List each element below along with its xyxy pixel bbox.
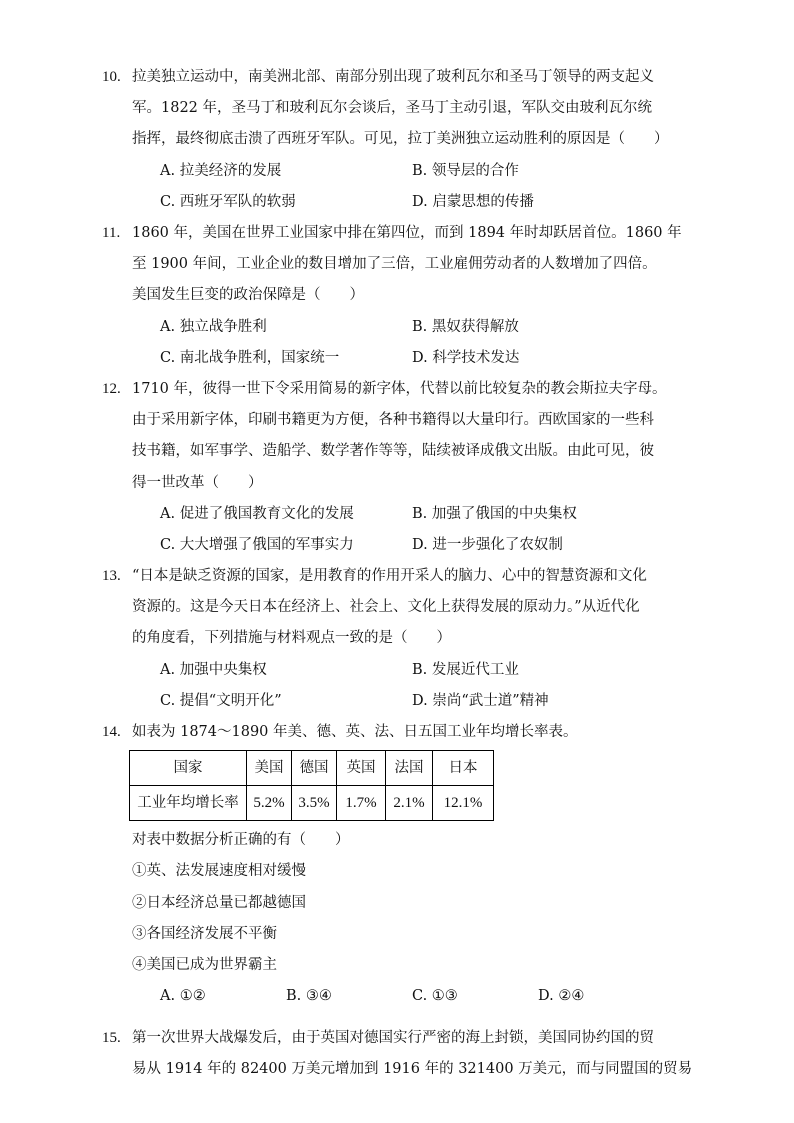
option-a[interactable]: A. ①②	[160, 988, 206, 1005]
question-stem-line: 军。1822 年，圣马丁和玻利瓦尔会谈后，圣马丁主动引退，军队交由玻利瓦尔统	[132, 100, 653, 117]
question-stem-line: 指挥，最终彻底击溃了西班牙军队。可见，拉丁美洲独立运动胜利的原因是（ ）	[132, 131, 669, 148]
option-a[interactable]: A. 促进了俄国教育文化的发展	[160, 505, 354, 522]
option-d[interactable]: D. 崇尚“武士道”精神	[412, 692, 549, 709]
option-d[interactable]: D. ②④	[538, 988, 585, 1005]
table-cell: 德国	[292, 751, 337, 786]
table-cell: 工业年均增长率	[130, 786, 247, 821]
option-row	[132, 156, 692, 187]
option-d[interactable]: D. 启蒙思想的传播	[412, 193, 534, 210]
table-cell: 日本	[433, 751, 494, 786]
question-stem-line: 1860 年，美国在世界工业国家中排在第四位，而到 1894 年时却跃居首位。1860 年	[132, 225, 682, 241]
question-number: 12.	[102, 381, 121, 397]
statement-3: ③各国经济发展不平衡	[132, 925, 277, 942]
question-stem-line: 得一世改革（ ）	[132, 474, 263, 491]
statement-2: ②日本经济总量已都越德国	[132, 894, 306, 911]
table-cell: 国家	[130, 751, 247, 786]
option-d[interactable]: D. 进一步强化了农奴制	[412, 537, 563, 553]
option-b[interactable]: B. 黑奴获得解放	[412, 318, 519, 335]
option-c[interactable]: C. ①③	[412, 988, 458, 1005]
table-cell: 法国	[386, 751, 433, 786]
question-10	[102, 62, 692, 218]
option-a[interactable]: A. 拉美经济的发展	[160, 162, 282, 179]
question-stem-line: 资源的。这是今天日本在经济上、社会上、文化上获得发展的原动力。”从近代化	[132, 599, 640, 616]
question-number: 13.	[102, 568, 121, 584]
question-stem-line: 第一次世界大战爆发后，由于英国对德国实行严密的海上封锁，美国同协约国的贸	[132, 1030, 654, 1046]
question-15	[102, 1023, 693, 1085]
statement-4: ④美国已成为世界霸主	[132, 957, 277, 974]
growth-rate-table	[129, 750, 494, 821]
option-row	[132, 312, 692, 343]
table-header-row	[130, 751, 494, 786]
option-a[interactable]: A. 加强中央集权	[160, 661, 267, 678]
question-stem-line: 由于采用新字体，印刷书籍更为方便，各种书籍得以大量印行。西欧国家的一些科	[132, 412, 654, 429]
option-d[interactable]: D. 科学技术发达	[412, 349, 520, 366]
option-row	[132, 187, 692, 218]
question-stem-line: 易从 1914 年的 82400 万美元增加到 1916 年的 321400 万美元，而与同盟国的贸易	[132, 1061, 693, 1078]
table-cell: 2.1%	[386, 786, 433, 821]
option-row	[132, 530, 692, 561]
question-stem-line: 的角度看，下列措施与材料观点一致的是（ ）	[132, 630, 451, 647]
option-row	[132, 655, 692, 686]
question-12	[102, 374, 692, 561]
option-a[interactable]: A. 独立战争胜利	[160, 318, 267, 335]
option-row	[132, 343, 692, 374]
option-b[interactable]: B. 领导层的合作	[412, 162, 519, 179]
question-prompt: 对表中数据分析正确的有（ ）	[132, 832, 350, 849]
question-11	[102, 218, 692, 374]
table-cell: 12.1%	[433, 786, 494, 821]
option-row	[132, 499, 692, 530]
question-stem-line: “日本是缺乏资源的国家，是用教育的作用开采人的脑力、心中的智慧资源和文化	[132, 568, 647, 584]
question-stem-line: 1710 年，彼得一世下令采用简易的新字体，代替以前比较复杂的教会斯拉夫字母。	[132, 381, 667, 397]
table-cell: 英国	[337, 751, 386, 786]
table-cell: 5.2%	[247, 786, 292, 821]
option-c[interactable]: C. 西班牙军队的软弱	[160, 193, 296, 210]
table-cell: 1.7%	[337, 786, 386, 821]
question-stem-line: 至 1900 年间，工业企业的数目增加了三倍，工业雇佣劳动者的人数增加了四倍。	[132, 256, 657, 273]
question-stem-line: 拉美独立运动中，南美洲北部、南部分别出现了玻利瓦尔和圣马丁领导的两支起义	[132, 69, 654, 85]
table-cell: 美国	[247, 751, 292, 786]
question-number: 15.	[102, 1030, 121, 1046]
question-number: 10.	[102, 69, 121, 85]
option-b[interactable]: B. ③④	[286, 988, 332, 1005]
option-c[interactable]: C. 提倡“文明开化”	[160, 692, 282, 709]
question-stem-line: 美国发生巨变的政治保障是（ ）	[132, 287, 364, 304]
option-c[interactable]: C. 大大增强了俄国的军事实力	[160, 537, 354, 553]
question-stem-line: 如表为 1874～1890 年美、德、英、法、日五国工业年均增长率表。	[132, 724, 578, 740]
question-14	[102, 717, 692, 1012]
option-row	[132, 686, 692, 717]
option-b[interactable]: B. 发展近代工业	[412, 661, 519, 678]
option-c[interactable]: C. 南北战争胜利，国家统一	[160, 349, 340, 366]
question-13	[102, 561, 692, 717]
question-number: 14.	[102, 724, 121, 740]
table-row	[130, 786, 494, 821]
table-cell: 3.5%	[292, 786, 337, 821]
statement-1: ①英、法发展速度相对缓慢	[132, 863, 306, 880]
question-number: 11.	[102, 225, 121, 241]
question-stem-line: 技书籍，如军事学、造船学、数学著作等等，陆续被译成俄文出版。由此可见，彼	[132, 443, 654, 460]
option-b[interactable]: B. 加强了俄国的中央集权	[412, 505, 577, 522]
option-row	[132, 981, 692, 1012]
